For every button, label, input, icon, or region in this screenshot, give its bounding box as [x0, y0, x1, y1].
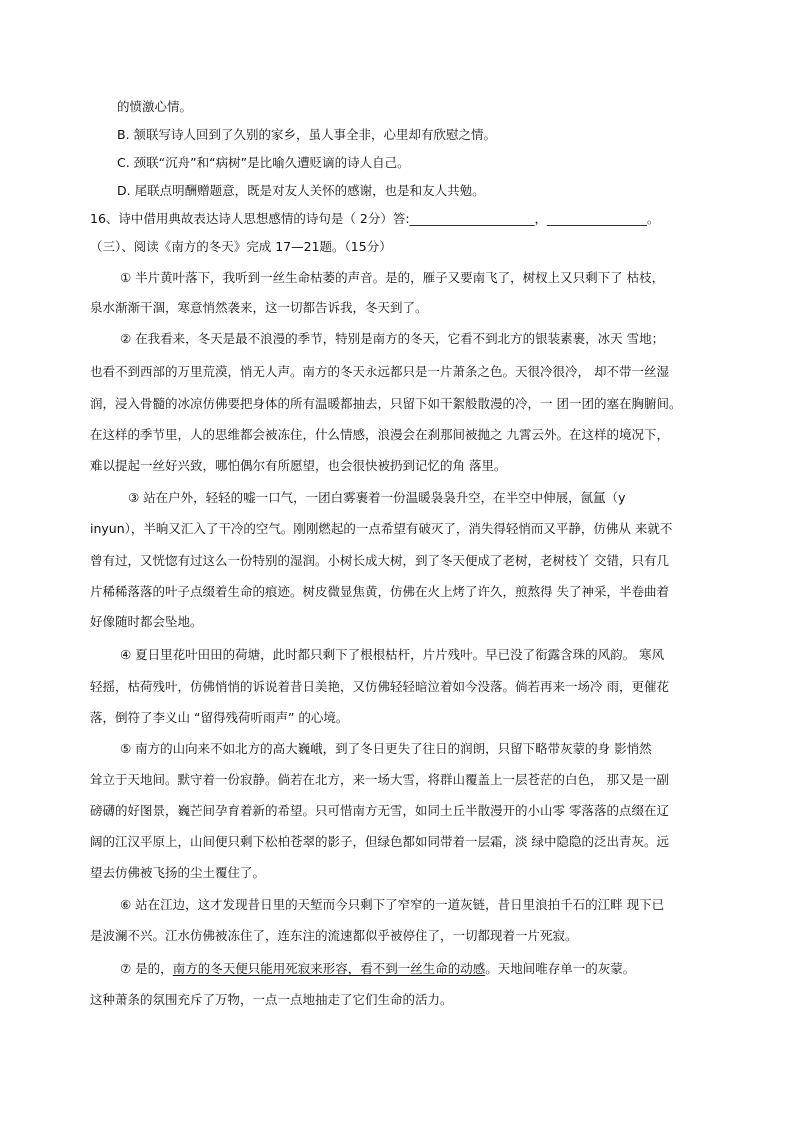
paragraph-3-line: inyun），半晌又汇入了干冷的空气。刚刚燃起的一点希望有破灭了，消失得轻悄而又平静，仿佛从 来就不 [90, 521, 673, 536]
underlined-sentence: 南方的冬天便只能用死寂来形容，看不到一丝生命的动感 [172, 961, 486, 976]
option-a-continuation: 的愤激心情。 [117, 99, 193, 114]
option-b: B. 颔联写诗人回到了久别的家乡，虽人事全非，心里却有欣慰之情。 [117, 127, 497, 142]
section-3-heading: （三）、阅读《南方的冬天》完成 17—21题。（15分） [90, 239, 392, 254]
paragraph-7-line [120, 961, 635, 977]
paragraph-6-line: ⑥ 站在江边，这才发现昔日里的天堑而今只剩下了窄窄的一道灰链，昔日里浪拍千石的江畔 现下已 [120, 897, 665, 912]
paragraph-2-line: 难以提起一丝好兴致，哪怕偶尔有所愿望，也会很快被扔到记忆的角 落里。 [90, 458, 507, 473]
paragraph-3-line: 片稀稀落落的叶子点缀着生命的痕迹。树皮微显焦黄，仿佛在火上烤了许久，煎熬得 失了神采，半卷曲着 [90, 584, 669, 599]
paragraph-2-line: 也看不到西部的万里荒漠，悄无人声。南方的冬天永远都只是一片萧条之色。天很冷很冷， 却不带一丝湿 [90, 364, 669, 379]
paragraph-5-line: 磅礴的好图景，巍芒间孕育着新的希望。只可惜南方无雪，如同土丘半散漫开的小山零 零落落的点缀在辽 [90, 803, 669, 818]
paragraph-2-line: 润，浸入骨髓的冰凉仿佛要把身体的所有温暖都抽去，只留下如干絮般散漫的冷，一 团一团的塞在胸腑间。 [90, 396, 682, 411]
option-c: C. 颈联“沉舟”和“病树”是比喻久遭贬谪的诗人自己。 [117, 155, 410, 170]
paragraph-5-line: 阔的江汉平原上，山间便只剩下松柏苍翠的影子，但绿色都如同带着一层霜，淡 绿中隐隐的泛出青灰。远 [90, 834, 669, 849]
paragraph-2-line: ② 在我看来，冬天是最不浪漫的季节，特别是南方的冬天，它看不到北方的银装素裹，冰天 雪地； [120, 331, 665, 346]
paragraph-4-line: 落，倒符了李义山 “留得残荷听雨声” 的心境。 [90, 710, 349, 725]
paragraph-1-line: ① 半片黄叶落下，我听到一丝生命枯萎的声音。是的，雁子又要南飞了，树杈上又只剩下了 枯枝， [120, 270, 665, 285]
paragraph-2-line: 在这样的季节里，人的思维都会被冻住，什么情感，浪漫会在刹那间被抛之 九霄云外。在这样的境况下， [90, 427, 669, 442]
paragraph-7-line: 这种萧条的氛围充斥了万物，一点一点地抽走了它们生命的活力。 [90, 992, 453, 1007]
paragraph-5-line: ⑤ 南方的山向来不如北方的高大巍峨，到了冬日更失了往日的润朗，只留下略带灰蒙的身 影悄然 [120, 741, 652, 756]
paragraph-4-line: 轻摇，枯荷残叶，仿佛悄悄的诉说着昔日美艳，又仿佛轻轻暗泣着如今没落。倘若再来一场冷 雨，更催花 [90, 679, 669, 694]
paragraph-5-line: 望去仿佛被飞扬的尘土覆住了。 [90, 865, 266, 880]
paragraph-3-line: ③ 站在户外，轻轻的嘘一口气，一团白雾裹着一份温暖袅袅升空，在半空中伸展，氤氲（y [128, 490, 626, 505]
question-16: 16、诗中借用典故表达诗人思想感情的诗句是（ 2分）答:____________________，________________。 [90, 211, 660, 226]
paragraph-3-line: 好像随时都会坠地。 [90, 614, 203, 629]
paragraph-6-line: 是波澜不兴。江水仿佛被冻住了，连东注的流速都似乎被停住了，一切都现着一片死寂。 [90, 928, 578, 943]
paragraph-1-line: 泉水渐渐干涸，寒意悄然袭来，这一切都告诉我，冬天到了。 [90, 300, 428, 315]
option-d: D. 尾联点明酬赠题意，既是对友人关怀的感谢，也是和友人共勉。 [117, 183, 485, 198]
paragraph-5-line: 耸立于天地间。默守着一份寂静。倘若在北方，来一场大雪，将群山覆盖上一层苍茫的白色， 那又是一副 [90, 772, 669, 787]
paragraph-4-line: ④ 夏日里花叶田田的荷塘，此时都只剩下了根根枯杆，片片残叶。早已没了衔露含珠的风韵。 寒风 [120, 647, 665, 662]
paragraph-3-line: 曾有过，又恍惚有过这么一份特别的湿润。小树长成大树，到了冬天便成了老树，老树枝丫 交错，只有几 [90, 553, 669, 568]
paragraph-7-lead: ⑦ 是的， [120, 961, 173, 976]
paragraph-7-tail: 。天地间唯存单一的灰蒙。 [485, 961, 636, 976]
